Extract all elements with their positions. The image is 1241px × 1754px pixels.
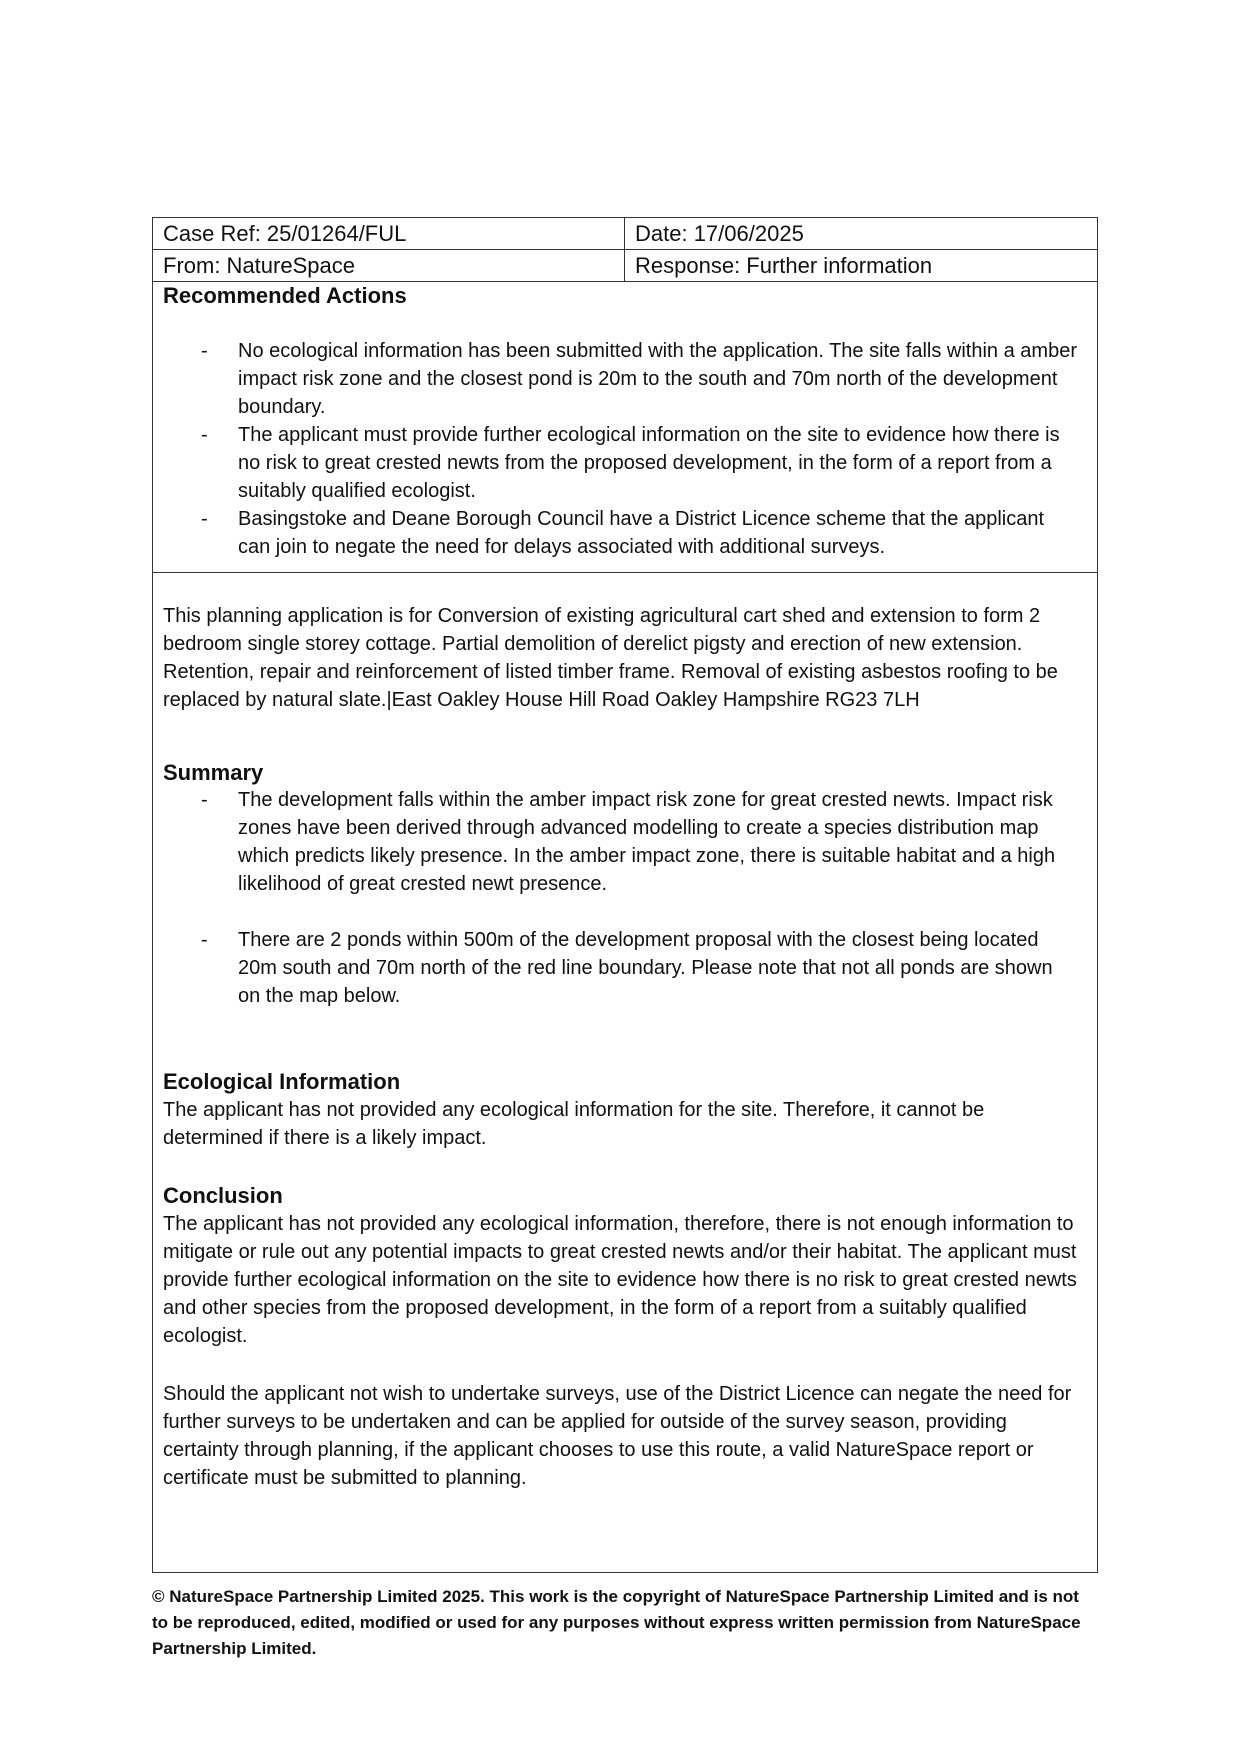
list-item-text: Basingstoke and Deane Borough Council have a District Licence scheme that the applicant can join to negate the need for delays associated with additional surveys. [238, 508, 1045, 558]
bullet-dash: - [201, 789, 208, 811]
conclusion-paragraph-1: The applicant has not provided any ecological information, therefore, there is not enough information to mitigate or rule out any potential impacts to great crested newts and/or their habitat. The applicant must provide further ecological information on the site to evidence how there is no risk to great crested newts and other species from the proposed development, in the form of a report from a suitably qualified ecologist. [163, 1213, 1077, 1347]
case-ref: Case Ref: 25/01264/FUL [153, 218, 625, 249]
recommended-actions-list [153, 337, 1097, 561]
response-table [152, 217, 1098, 1573]
application-description: This planning application is for Conversion of existing agricultural cart shed and extension to form 2 bedroom single storey cottage. Partial demolition of derelict pigsty and erection of new extension. Retention, repair and reinforcement of listed timber frame. Removal of existing asbestos roofing to be replaced by natural slate.|East Oakley House Hill Road Oakley Hampshire RG23 7LH [163, 605, 1058, 711]
bullet-dash: - [201, 508, 208, 530]
bullet-dash: - [201, 340, 208, 362]
summary-heading: Summary [163, 760, 264, 785]
ecological-information-heading: Ecological Information [163, 1069, 401, 1094]
bullet-dash: - [201, 929, 208, 951]
list-item [153, 421, 1097, 505]
response-type: Response: Further information [635, 253, 933, 278]
ecological-information-text: The applicant has not provided any ecological information for the site. Therefore, it cannot be determined if there is a likely impact. [163, 1099, 985, 1149]
list-item [153, 786, 1097, 898]
recommended-actions-section [153, 282, 1097, 573]
response-date: Date: 17/06/2025 [635, 221, 804, 246]
list-item-text: There are 2 ponds within 500m of the development proposal with the closest being located 20m south and 70m north of the red line boundary. Please note that not all ponds are shown on the map below. [238, 929, 1053, 1007]
bullet-dash: - [201, 424, 208, 446]
list-item-text: The applicant must provide further ecological information on the site to evidence how there is no risk to great crested newts from the proposed development, in the form of a report from a suitably qualified ecologist. [238, 424, 1060, 502]
recommended-actions-heading: Recommended Actions [163, 283, 407, 308]
list-item [153, 337, 1097, 421]
conclusion-heading: Conclusion [163, 1183, 283, 1208]
list-item-text: No ecological information has been submitted with the application. The site falls within a amber impact risk zone and the closest pond is 20m to the south and 70m north of the development boundary. [238, 340, 1077, 418]
header-row-2 [153, 250, 1097, 282]
header-row-1 [153, 218, 1097, 250]
list-item [153, 505, 1097, 561]
list-item-text: The development falls within the amber impact risk zone for great crested newts. Impact risk zones have been derived through advanced modelling to create a species distribution map which predicts likely presence. In the amber impact zone, there is suitable habitat and a high likelihood of great crested newt presence. [238, 789, 1056, 895]
list-item [153, 926, 1097, 1010]
copyright-notice: © NatureSpace Partnership Limited 2025. This work is the copyright of NatureSpace Partnership Limited and is not to be reproduced, edited, modified or used for any purposes without express written permission from NatureSpace Partnership Limited. [152, 1587, 1081, 1658]
conclusion-paragraph-2: Should the applicant not wish to undertake surveys, use of the District Licence can negate the need for further surveys to be undertaken and can be applied for outside of the survey season, providing certainty through planning, if the applicant chooses to use this route, a valid NatureSpace report or certificate must be submitted to planning. [163, 1383, 1072, 1489]
summary-list [153, 786, 1097, 1010]
from-field: From: NatureSpace [153, 250, 625, 281]
